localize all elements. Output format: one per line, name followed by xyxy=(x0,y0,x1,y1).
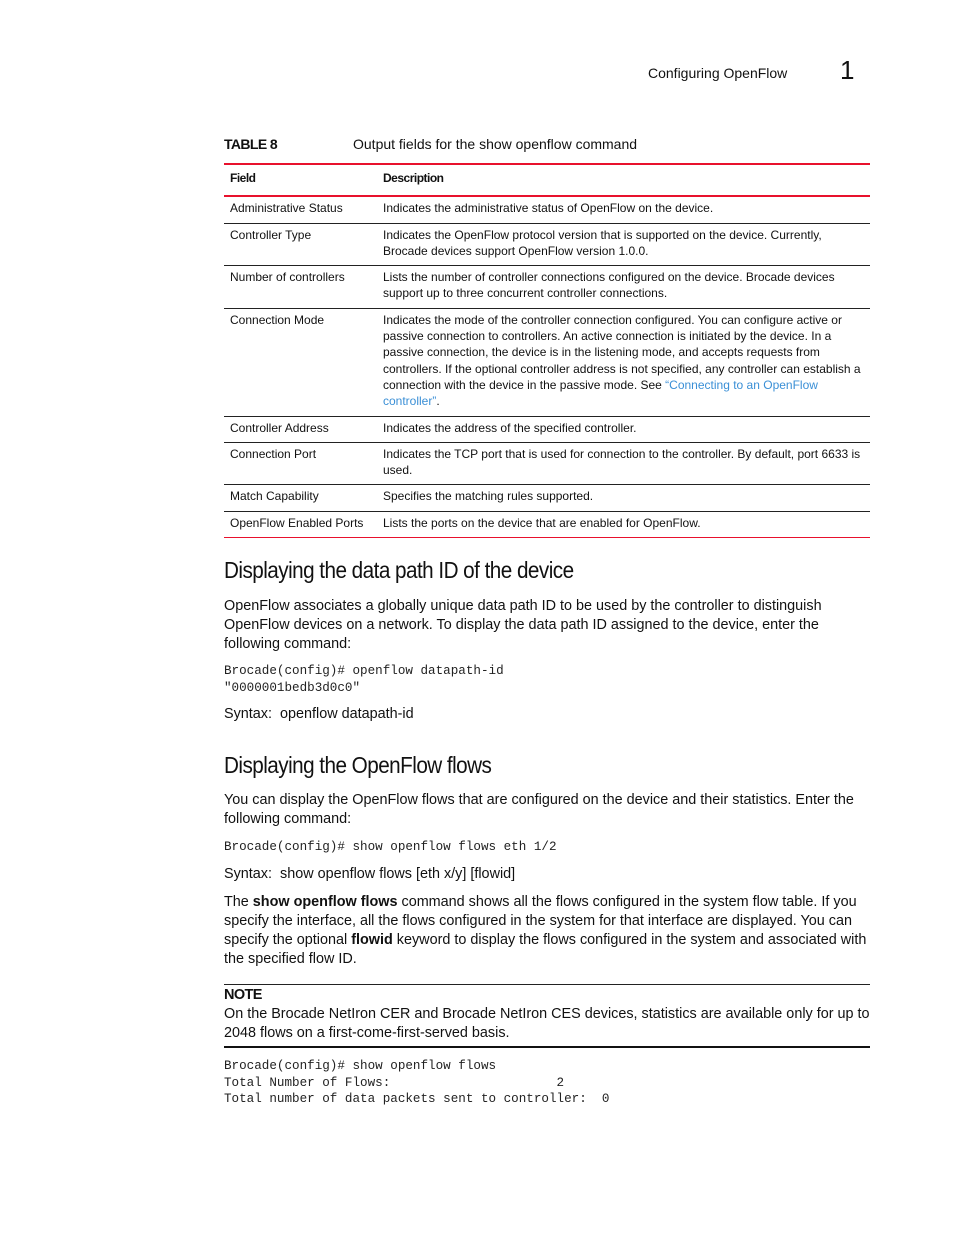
datapath-syntax xyxy=(224,706,414,722)
description-cell xyxy=(377,266,870,309)
description-text: . xyxy=(436,394,440,409)
keyword: flowid xyxy=(351,932,393,948)
table-row xyxy=(224,416,870,442)
note-bottom-rule xyxy=(224,1046,870,1048)
description-text: Indicates the administrative status of OpenFlow on the device. xyxy=(383,201,714,216)
field-cell: Controller Address xyxy=(224,416,377,442)
description-text: Specifies the matching rules supported. xyxy=(383,489,594,504)
description-text: Indicates the mode of the controller connection configured. You can configure active or passive connection to controllers. An active connection is initiated by the device. In a passive connection, the device is in the listening mode, and accepts requests from controllers. If the optional controller address is not specified, any controller can establish a connection with the device in the passive mode. See xyxy=(383,312,861,392)
flows-output-code: Brocade(config)# show openflow flows Total Number of Flows: 2 Total number of data packets sent to controller: 0 xyxy=(224,1059,610,1106)
section-heading-flows: Displaying the OpenFlow flows xyxy=(224,752,492,778)
description-text: Indicates the address of the specified controller. xyxy=(383,420,637,435)
syntax-label: Syntax: xyxy=(224,866,272,882)
description-cell xyxy=(377,196,870,223)
section-heading-datapath: Displaying the data path ID of the device xyxy=(224,557,574,583)
table-caption: Output fields for the show openflow command xyxy=(353,136,638,152)
note-top-rule xyxy=(224,984,870,985)
syntax-command: show openflow flows [eth x/y] [flowid] xyxy=(280,866,516,882)
table-row xyxy=(224,511,870,537)
cross-reference-link[interactable]: “Connecting to an OpenFlow controller” xyxy=(383,377,818,409)
column-header-field: Field xyxy=(224,164,377,196)
flows-body: You can display the OpenFlow flows that are configured on the device and their statistics. Enter the following command: xyxy=(224,792,854,827)
description-text: Lists the ports on the device that are enabled for OpenFlow. xyxy=(383,515,701,530)
description-cell xyxy=(377,511,870,537)
text: The xyxy=(224,894,253,910)
description-cell xyxy=(377,416,870,442)
syntax-label: Syntax: xyxy=(224,706,272,722)
column-header-description: Description xyxy=(377,164,870,196)
table-label: TABLE 8 xyxy=(224,136,278,152)
note-text: On the Brocade NetIron CER and Brocade NetIron CES devices, statistics are available only for up to 2048 flows on a first-come-first-served basis. xyxy=(224,1006,870,1041)
table-row xyxy=(224,266,870,309)
flows-code: Brocade(config)# show openflow flows eth 1/2 xyxy=(224,840,557,854)
table-row xyxy=(224,308,870,416)
field-cell: OpenFlow Enabled Ports xyxy=(224,511,377,537)
note-label: NOTE xyxy=(224,987,262,1003)
command-name: show openflow flows xyxy=(252,894,398,910)
description-text: Indicates the OpenFlow protocol version that is supported on the device. Currently, Brocade devices support OpenFlow version 1.0.0. xyxy=(383,227,822,258)
field-cell: Controller Type xyxy=(224,223,377,266)
description-cell xyxy=(377,308,870,416)
description-cell xyxy=(377,442,870,485)
chapter-number: 1 xyxy=(840,55,855,85)
field-cell: Match Capability xyxy=(224,485,377,511)
field-cell: Administrative Status xyxy=(224,196,377,223)
table-row xyxy=(224,196,870,223)
datapath-code: Brocade(config)# openflow datapath-id "0000001bedb3d0c0" xyxy=(224,664,504,695)
description-cell xyxy=(377,485,870,511)
field-cell: Connection Port xyxy=(224,442,377,485)
description-text: Lists the number of controller connections configured on the device. Brocade devices support up to three concurrent controller connections. xyxy=(383,270,835,301)
text: command shows all the flows configured in the system flow table. If you specify the interface, all the flows configured in the system for that interface are displayed. You can specify the optional xyxy=(224,894,857,948)
flows-syntax xyxy=(224,866,515,882)
output-fields-table xyxy=(224,163,870,538)
datapath-body: OpenFlow associates a globally unique data path ID to be used by the controller to distinguish OpenFlow devices on a network. To display the data path ID assigned to the device, enter the following command: xyxy=(224,598,822,652)
field-cell: Number of controllers xyxy=(224,266,377,309)
syntax-command: openflow datapath-id xyxy=(280,706,414,722)
description-cell xyxy=(377,223,870,266)
description-text: Indicates the TCP port that is used for connection to the controller. By default, port 6633 is used. xyxy=(383,446,861,478)
field-cell: Connection Mode xyxy=(224,308,377,416)
table-row xyxy=(224,485,870,511)
text: keyword to display the flows configured in the system and associated with the specified flow ID. xyxy=(224,932,867,967)
running-header-title: Configuring OpenFlow xyxy=(648,65,788,81)
table-row xyxy=(224,223,870,266)
flows-description xyxy=(224,893,870,969)
table-row xyxy=(224,442,870,485)
